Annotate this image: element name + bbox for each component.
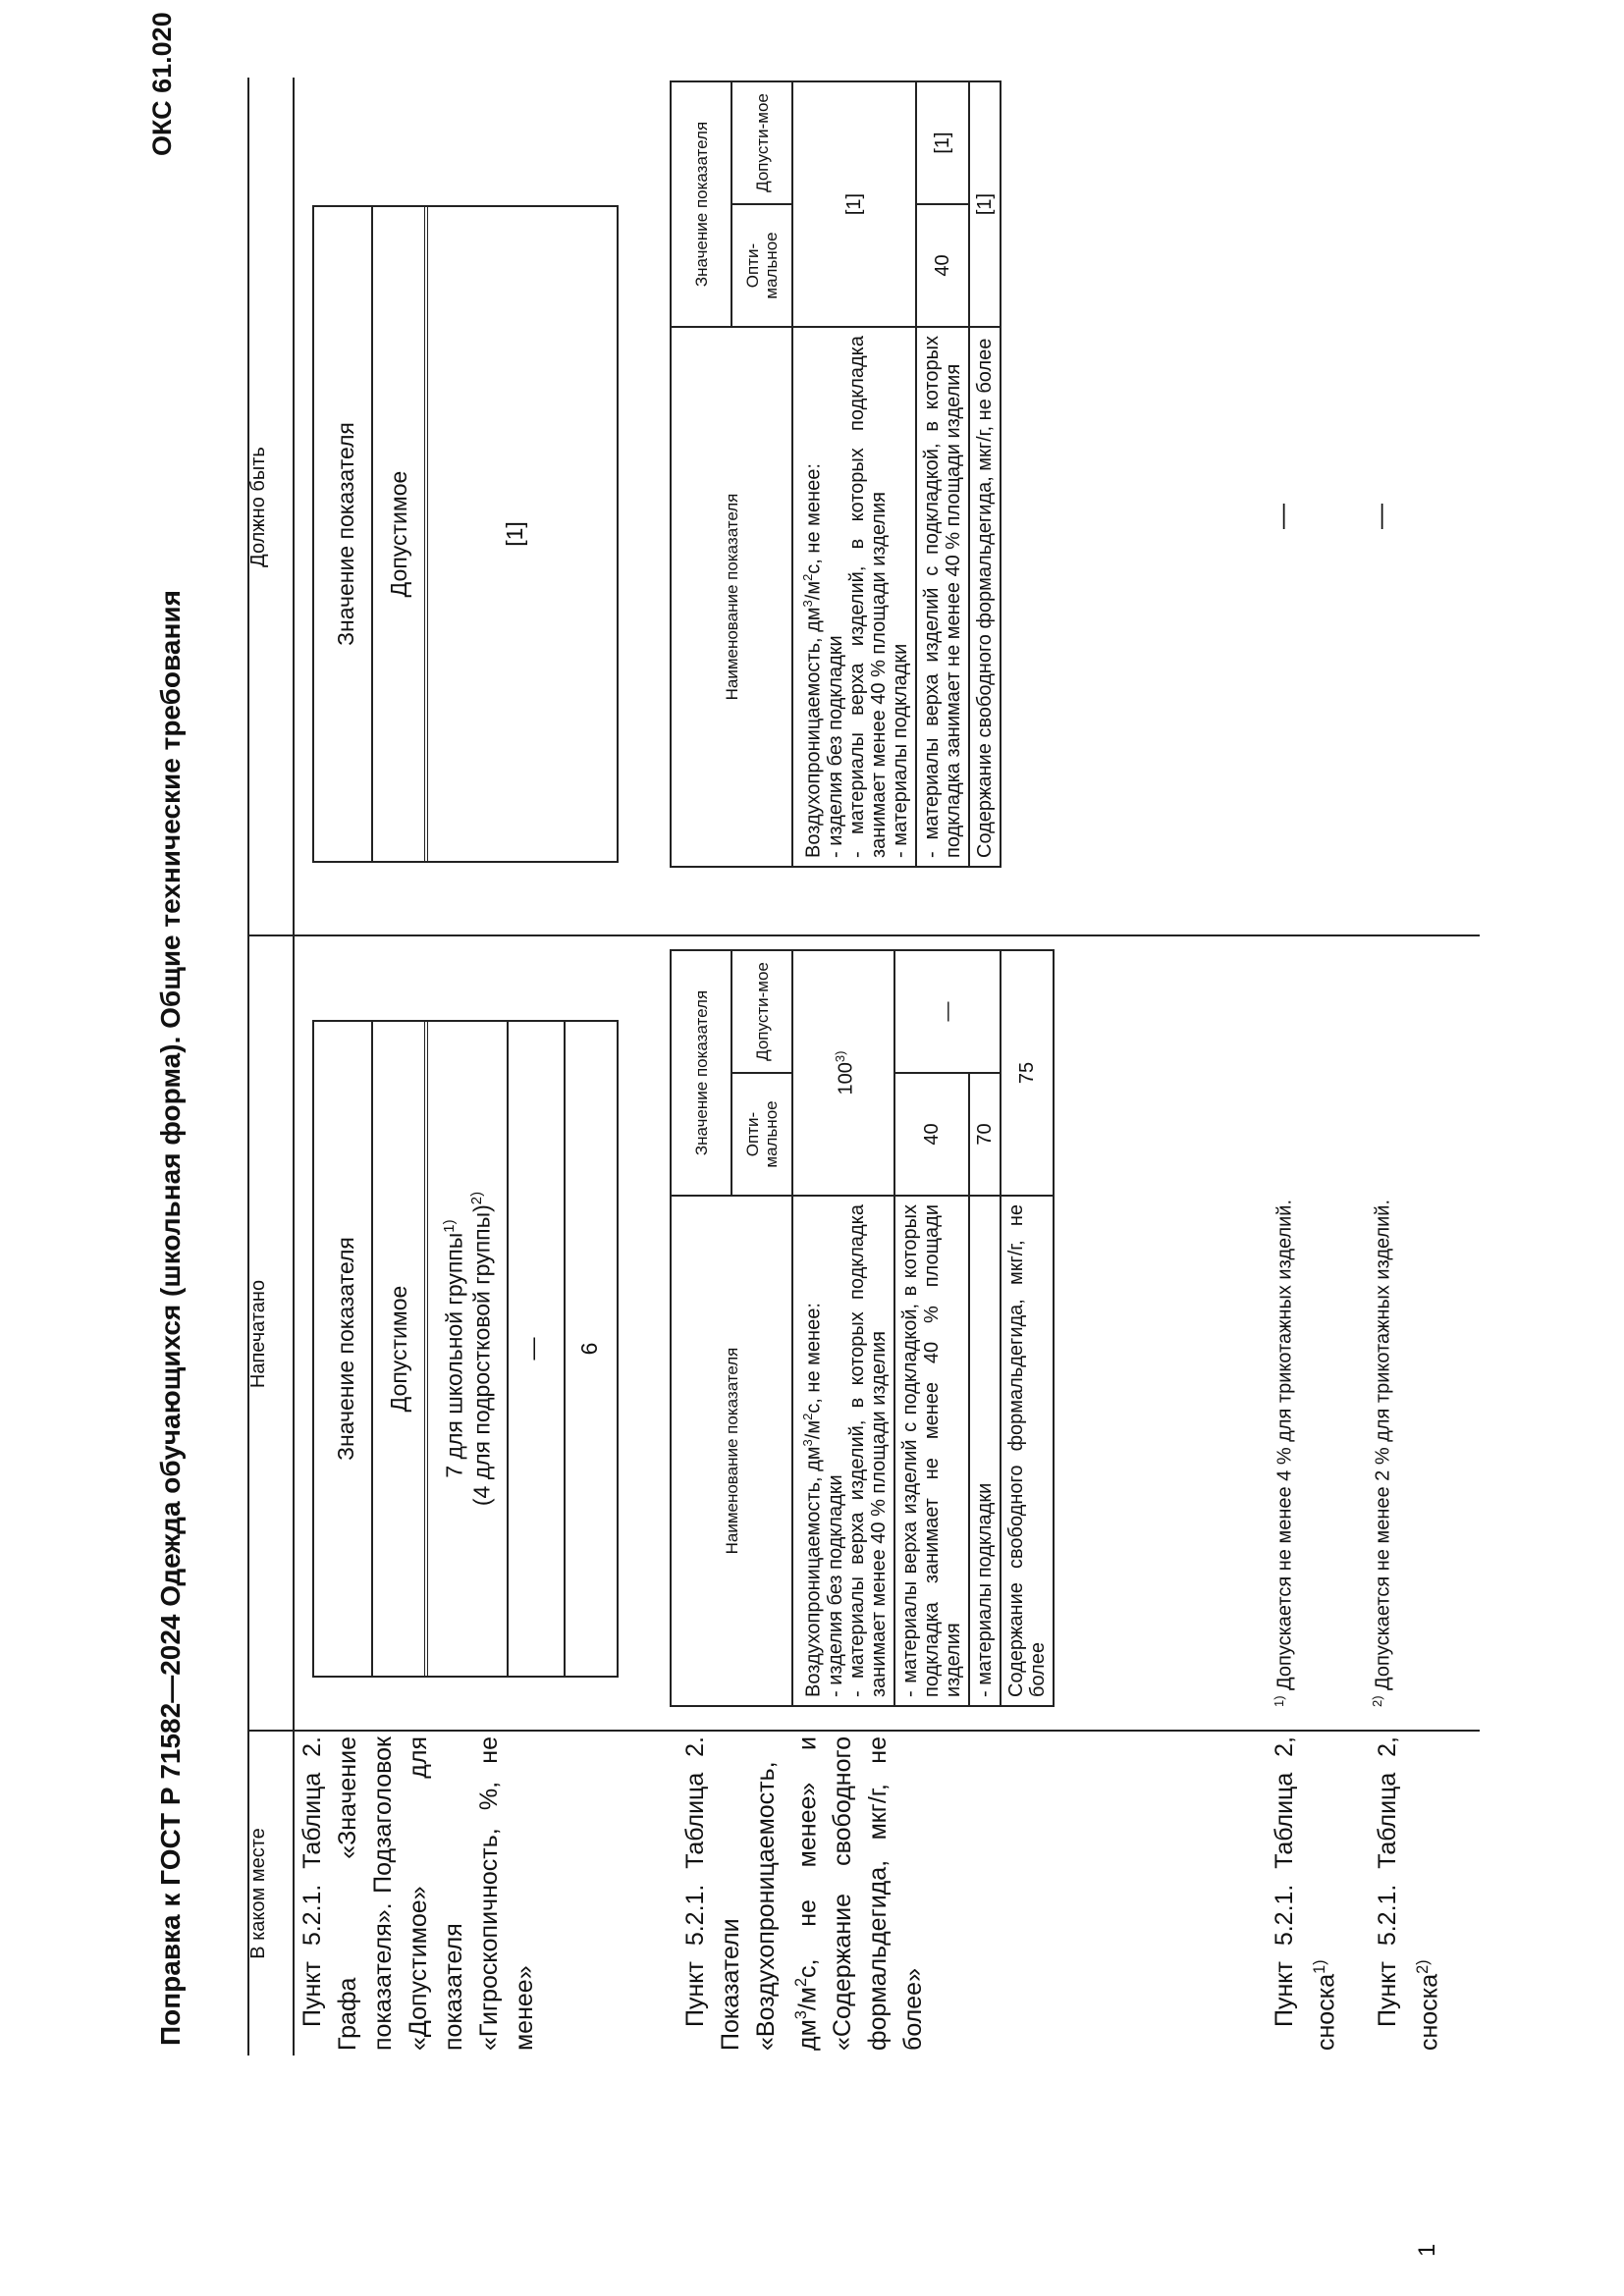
row1-should-box xyxy=(312,205,619,863)
printed-lining-value: 70 xyxy=(969,1073,1001,1196)
printed-header-allowed: Допусти-мое xyxy=(731,950,792,1073)
should-header-value: Значение показателя xyxy=(671,81,731,327)
column-header-should-be: Должно быть xyxy=(247,447,269,567)
row1-place: Пункт 5.2.1. Таблица 2. Графа «Значение показателя». Подзаголовок «Допустимое» для показателя «Гигроскопичность, %, не менее» xyxy=(298,1736,538,2051)
column-divider-2 xyxy=(247,934,1480,936)
printed-air-top: Воздухопроницаемость, $дм^3/м^2с$, не менее: - изделия без подкладки - материалы верха изделий, в которых подкладка занимает менее 40 % площади изделия xyxy=(792,1196,894,1706)
should-formaldehyde: Содержание свободного формальдегида, мкг/г, не более xyxy=(969,327,1001,867)
should-air-top: Воздухопроницаемость, $дм^3/м^2с$, не менее: - изделия без подкладки - материалы верха изделий, в которых подкладка занимает менее 40 % площади изделия - материалы подкладки xyxy=(792,327,916,867)
printed-formaldehyde-value: 75 xyxy=(1001,950,1054,1196)
page-number: 1 xyxy=(1414,2243,1440,2257)
row2-printed-table xyxy=(670,949,1055,1707)
should-top40-optimal: 40 xyxy=(916,204,969,327)
printed-header-name: Наименование показателя xyxy=(671,1196,792,1706)
should-value-combined: [1] xyxy=(792,81,916,327)
should-formaldehyde-value: [1] xyxy=(969,81,1001,327)
row1-should-sub: Допустимое xyxy=(386,470,411,598)
row3-place: Пункт 5.2.1. Таблица 2, сноска$^{1)}$ xyxy=(1271,1736,1340,2051)
footnote-1: $^{1)}$ Допускается не менее 4 % для трикотажных изделий. xyxy=(1272,1199,1296,1707)
column-divider-1 xyxy=(247,1730,1480,1732)
should-top40-allowed: [1] xyxy=(916,81,969,204)
column-header-where: В каком месте xyxy=(247,1828,269,1959)
printed-top40: - материалы верха изделий с подкладкой, в которых подкладка занимает не менее 40 % площади изделия xyxy=(894,1196,969,1706)
should-top40: - материалы верха изделий с подкладкой, в которых подкладка занимает не менее 40 % площади изделия xyxy=(916,327,969,867)
printed-formaldehyde: Содержание свободного формальдегида, мкг/г, не более xyxy=(1001,1196,1054,1706)
row1-printed-dash: — xyxy=(519,1337,545,1361)
row3-should-dash: — xyxy=(1267,504,1296,529)
printed-value-combined: 100$^{3)}$ xyxy=(792,950,894,1196)
row4-place: Пункт 5.2.1. Таблица 2, сноска$^{2)}$ xyxy=(1374,1736,1443,2051)
should-header-allowed: Допусти-мое xyxy=(731,81,792,204)
row1-should-header: Значение показателя xyxy=(333,422,358,646)
okc-code: ОКС 61.020 xyxy=(147,12,177,156)
page-title: Поправка к ГОСТ Р 71582—2024 Одежда обучающихся (школьная форма). Общие технические требования xyxy=(155,590,186,2046)
footnote-2: $^{2)}$ Допускается не менее 2 % для трикотажных изделий. xyxy=(1370,1199,1394,1707)
row1-printed-line1: 7 для школьной группы$^{1)}$ xyxy=(441,1219,467,1478)
row1-should-ref: [1] xyxy=(502,521,527,547)
printed-lining: - материалы подкладки xyxy=(969,1196,1001,1706)
row2-should-table xyxy=(670,80,1001,868)
row2-place: Пункт 5.2.1. Таблица 2. Показатели «Воздухопроницаемость, $дм^3/м^2с$, не менее» и «Содержание свободного формальдегида, мкг/г, не более» xyxy=(681,1736,928,2051)
printed-header-optimal: Опти-мальное xyxy=(731,1073,792,1196)
should-header-name: Наименование показателя xyxy=(671,327,792,867)
printed-top40-optimal: 40 xyxy=(894,1073,969,1196)
row1-printed-value: 6 xyxy=(576,1342,602,1356)
row1-printed-line2: (4 для подростковой группы)$^{2)}$ xyxy=(468,1191,495,1507)
row1-printed-box xyxy=(312,1020,619,1678)
column-header-printed: Напечатано xyxy=(247,1279,269,1389)
should-header-optimal: Опти-мальное xyxy=(731,204,792,327)
row4-should-dash: — xyxy=(1365,504,1394,529)
row1-printed-sub: Допустимое xyxy=(386,1285,411,1413)
printed-top40-allowed: — xyxy=(894,950,1001,1073)
printed-header-value: Значение показателя xyxy=(671,950,731,1196)
row1-printed-header: Значение показателя xyxy=(333,1237,358,1461)
